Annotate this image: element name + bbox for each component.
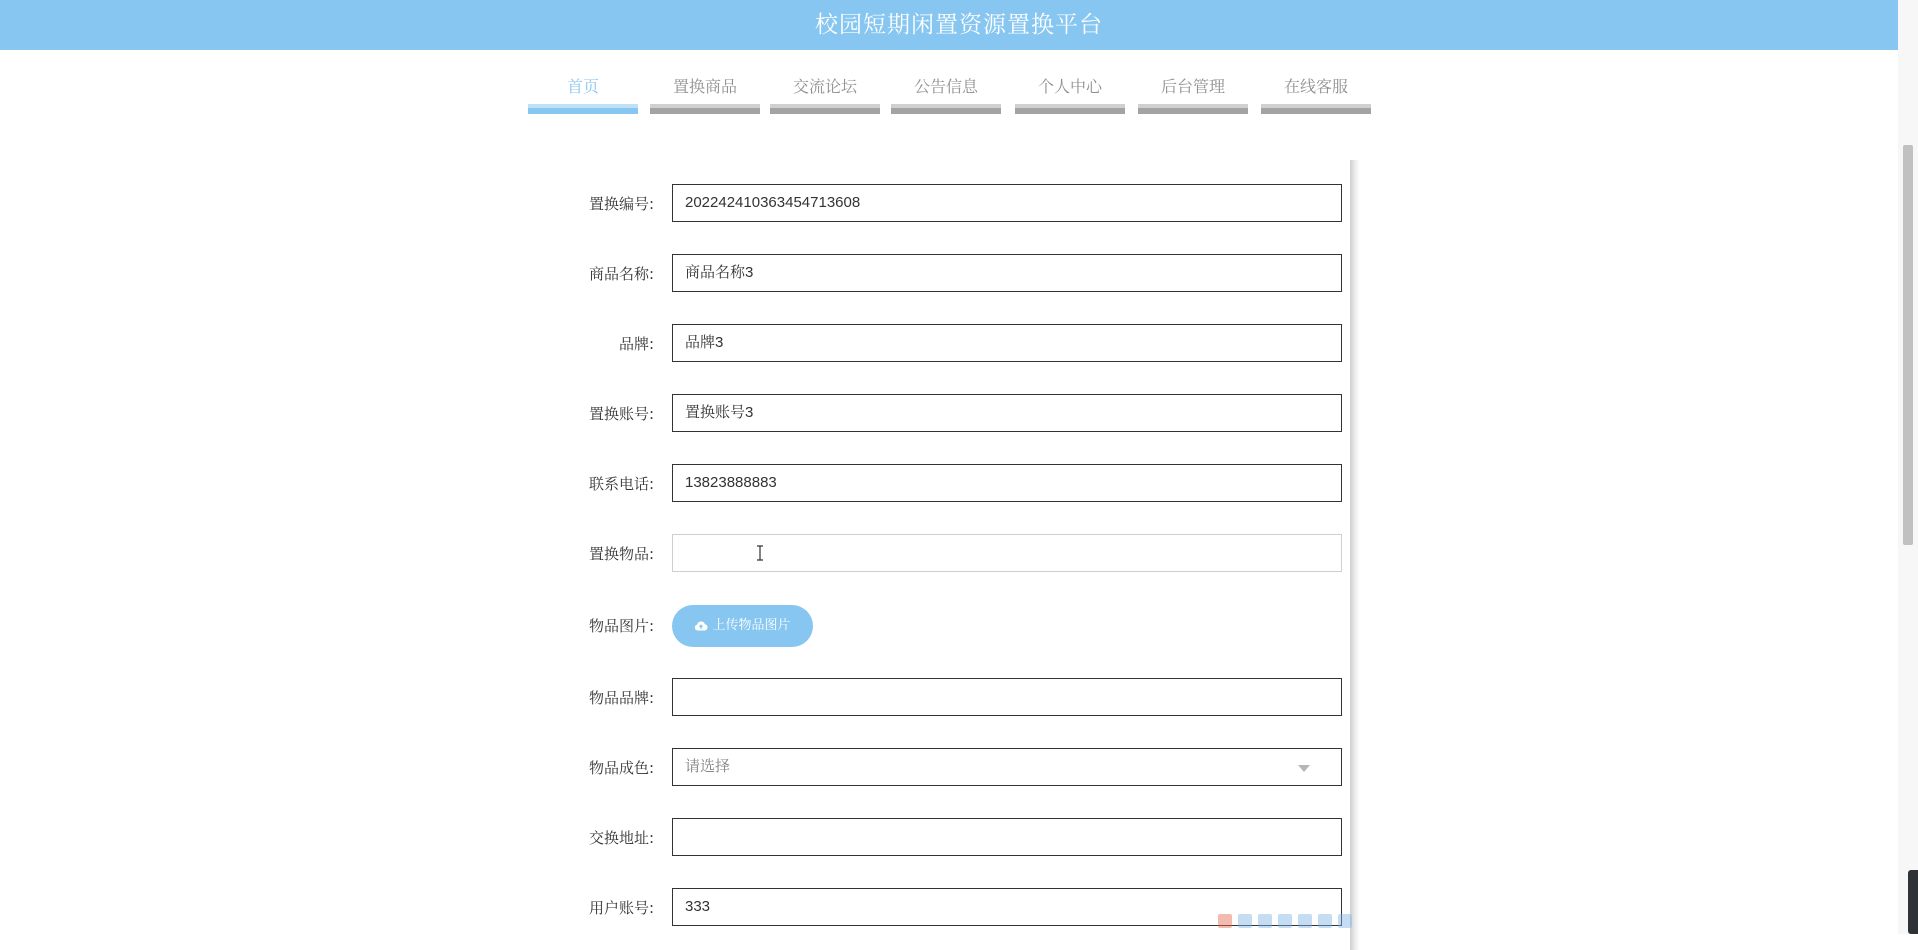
chevron-down-icon xyxy=(1298,765,1310,772)
nav-item-label: 个人中心 xyxy=(1037,77,1102,96)
field-label: 置换编号: xyxy=(588,195,654,213)
ime-emoji-icon xyxy=(1278,914,1292,928)
nav-item-label: 置换商品 xyxy=(672,77,737,96)
nav-item-home[interactable] xyxy=(528,58,638,114)
ime-skin-icon xyxy=(1318,914,1332,928)
form-row-item-brand xyxy=(548,678,1320,718)
nav-item-admin[interactable] xyxy=(1138,58,1248,114)
site-title: 校园短期闲置资源置换平台 xyxy=(815,12,1103,38)
form-row-exchange-account xyxy=(548,394,1320,434)
form-row-product-name xyxy=(548,254,1320,294)
field-label: 商品名称: xyxy=(588,265,654,283)
page-scrollbar[interactable] xyxy=(1898,0,1918,934)
nav-item-underline xyxy=(891,104,1001,114)
ime-logo-icon xyxy=(1218,914,1232,928)
nav-item-label: 在线客服 xyxy=(1283,77,1348,96)
nav-item-label: 交流论坛 xyxy=(792,77,857,96)
nav-item-underline xyxy=(1261,104,1371,114)
scrollbar-thumb[interactable] xyxy=(1903,145,1913,545)
ime-settings-icon xyxy=(1338,914,1352,928)
nav-item-label: 公告信息 xyxy=(913,77,978,96)
form-row-brand xyxy=(548,324,1320,364)
select-placeholder: 请选择 xyxy=(685,758,731,775)
cloud-upload-icon xyxy=(694,620,708,631)
upload-image-button[interactable] xyxy=(672,605,813,647)
form-row-exchange-address xyxy=(548,818,1320,858)
field-label: 品牌: xyxy=(618,335,654,353)
field-label: 物品成色: xyxy=(588,759,654,777)
exchange-account-input[interactable]: 置换账号3 xyxy=(672,394,1342,432)
nav-item-underline xyxy=(650,104,760,114)
form-row-exchange-no xyxy=(548,184,1320,224)
nav-item-label: 后台管理 xyxy=(1160,77,1225,96)
field-label: 置换物品: xyxy=(588,545,654,563)
field-label: 置换账号: xyxy=(588,405,654,423)
text-cursor-icon xyxy=(756,545,764,561)
form-row-item-condition xyxy=(548,748,1320,788)
nav-item-underline xyxy=(1138,104,1248,114)
nav-item-underline xyxy=(528,104,638,114)
form-row-item-image xyxy=(548,605,1320,645)
brand-input[interactable]: 品牌3 xyxy=(672,324,1342,362)
field-label: 用户账号: xyxy=(588,899,654,917)
nav-item-underline xyxy=(770,104,880,114)
user-account-input[interactable]: 333 xyxy=(672,888,1342,926)
nav-item-exchange-products[interactable] xyxy=(650,58,760,114)
exchange-item-input[interactable] xyxy=(672,534,1342,572)
form-row-user-account xyxy=(548,888,1320,928)
ime-toolbar xyxy=(1218,910,1352,932)
nav-item-online-service[interactable] xyxy=(1261,58,1371,114)
exchange-address-input[interactable] xyxy=(672,818,1342,856)
product-name-input[interactable]: 商品名称3 xyxy=(672,254,1342,292)
item-condition-select[interactable] xyxy=(672,748,1342,786)
nav-item-label: 首页 xyxy=(566,77,599,96)
ime-keyboard-icon xyxy=(1298,914,1312,928)
phone-input[interactable]: 13823888883 xyxy=(672,464,1342,502)
item-brand-input[interactable] xyxy=(672,678,1342,716)
nav-item-underline xyxy=(1015,104,1125,114)
nav-item-personal-center[interactable] xyxy=(1015,58,1125,114)
form-row-phone xyxy=(548,464,1320,504)
exchange-no-input[interactable]: 202242410363454713608 xyxy=(672,184,1342,222)
panel-shadow xyxy=(1350,160,1360,950)
nav-item-forum[interactable] xyxy=(770,58,880,114)
top-header-bar xyxy=(0,0,1918,50)
ime-punct-icon xyxy=(1258,914,1272,928)
side-handle[interactable] xyxy=(1908,870,1918,934)
field-label: 物品品牌: xyxy=(588,689,654,707)
nav-item-announcements[interactable] xyxy=(891,58,1001,114)
field-label: 联系电话: xyxy=(588,475,654,493)
upload-button-label: 上传物品图片 xyxy=(712,618,791,633)
form-row-exchange-item xyxy=(548,534,1320,574)
ime-lang-icon xyxy=(1238,914,1252,928)
field-label: 物品图片: xyxy=(588,617,654,635)
field-label: 交换地址: xyxy=(588,829,654,847)
